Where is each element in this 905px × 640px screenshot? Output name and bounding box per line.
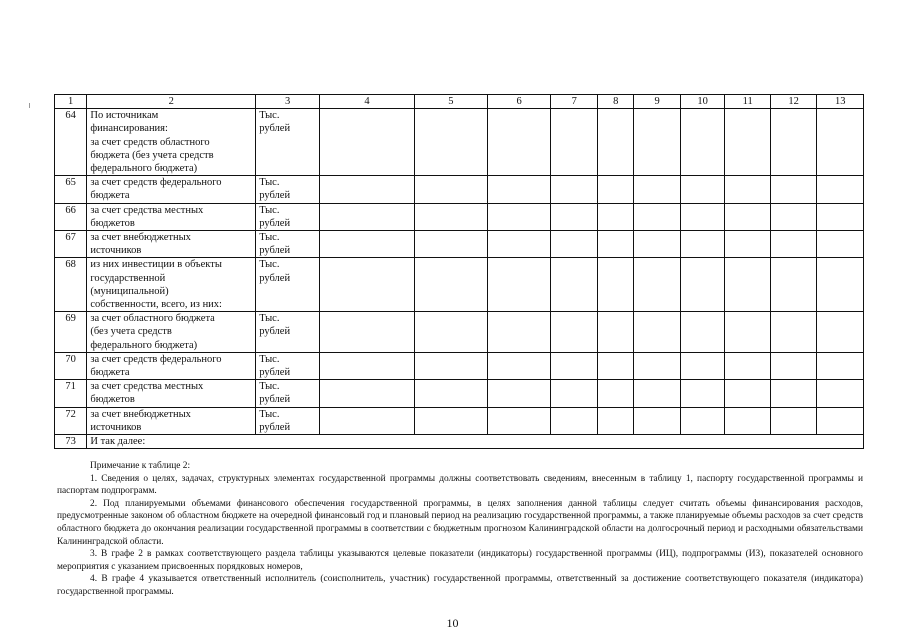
empty-cell [680,109,724,176]
empty-cell [725,380,771,407]
empty-cell [598,203,634,230]
empty-cell [487,231,551,258]
empty-cell [551,176,598,203]
empty-cell [725,312,771,353]
empty-cell [319,203,414,230]
empty-cell [414,407,487,434]
empty-cell [551,380,598,407]
empty-cell [725,352,771,379]
empty-cell [634,176,681,203]
table-notes [57,460,863,599]
empty-cell [770,407,817,434]
row-description [87,380,256,407]
row-description [87,176,256,203]
description-line: государственной [90,272,166,284]
table-row [55,312,864,353]
description-line: бюджетов [90,394,135,406]
empty-cell [598,176,634,203]
empty-cell [487,176,551,203]
empty-cell [598,258,634,312]
empty-cell [634,380,681,407]
row-number: 67 [55,231,87,258]
empty-cell [319,231,414,258]
margin-mark [29,103,30,108]
unit-line: Тыс. [259,204,280,216]
unit-line: Тыс. [259,110,280,122]
row-unit [256,176,320,203]
empty-cell [551,231,598,258]
empty-cell [319,176,414,203]
empty-cell [817,258,864,312]
empty-cell [319,407,414,434]
table-row [55,352,864,379]
row-number: 69 [55,312,87,353]
description-line: бюджета [90,367,130,379]
description-line: источников [90,245,142,257]
empty-cell [817,203,864,230]
column-header-2: 2 [87,95,256,109]
empty-cell [598,109,634,176]
column-header-8: 8 [598,95,634,109]
empty-cell [598,380,634,407]
empty-cell [319,258,414,312]
row-description [87,258,256,312]
row-unit [256,258,320,312]
row-description [87,312,256,353]
table-row [55,176,864,203]
empty-cell [487,380,551,407]
table-row [55,258,864,312]
empty-cell [551,312,598,353]
empty-cell [319,312,414,353]
description-line: за счет средств федерального [90,353,222,365]
unit-line: Тыс. [259,177,280,189]
empty-cell [770,231,817,258]
empty-cell [414,203,487,230]
empty-cell [770,352,817,379]
empty-cell [817,407,864,434]
row-description [87,352,256,379]
table-body [55,109,864,449]
note-item-2: 2. Под планируемыми объемами финансового обеспечения государственной программы, в целях заполнения данной таблицы следует считать объемы финансирования расходов, предусмотренные законом об областном бюджете на очередной финансовый год и плановый период на реализацию государственной программы, а также планируемые объемы расходов за счет средств областного бюджета до окончания реализации государственной программы в соответствии с бюджетным прогнозом Калининградской области на долгосрочный период и расходными обязательствами Калининградской области. [57,498,863,547]
unit-line: Тыс. [259,313,280,325]
note-item-4: 4. В графе 4 указывается ответственный исполнитель (соисполнитель, участник) государственной программы, ответственный за достижение соответствующего показателя (индикатора) государственной программы. [57,574,863,597]
empty-cell [634,231,681,258]
row-number: 71 [55,380,87,407]
empty-cell [725,231,771,258]
description-line: за счет средства местных [90,204,204,216]
empty-cell [725,258,771,312]
unit-line: рублей [259,326,291,338]
empty-cell [487,109,551,176]
empty-cell [551,352,598,379]
empty-cell [680,176,724,203]
empty-cell [770,380,817,407]
row-number: 72 [55,407,87,434]
empty-cell [680,352,724,379]
column-header-3: 3 [256,95,320,109]
unit-line: Тыс. [259,232,280,244]
description-line: бюджета (без учета средств [90,149,214,161]
table-row [55,109,864,176]
empty-cell [487,203,551,230]
empty-cell [414,352,487,379]
row-number: 73 [55,435,87,449]
row-number: 70 [55,352,87,379]
empty-cell [551,407,598,434]
row-description [87,231,256,258]
table-row-final [55,435,864,449]
table-row [55,231,864,258]
description-line: за счет областного бюджета [90,313,215,325]
empty-cell [770,203,817,230]
unit-line: рублей [259,217,291,229]
notes-title: Примечание к таблице 2: [90,461,191,471]
continuation-text: И так далее: [87,435,864,449]
empty-cell [598,312,634,353]
empty-cell [551,203,598,230]
unit-line: рублей [259,190,291,202]
unit-line: рублей [259,394,291,406]
empty-cell [414,231,487,258]
unit-line: рублей [259,421,291,433]
column-header-6: 6 [487,95,551,109]
empty-cell [634,109,681,176]
empty-cell [414,109,487,176]
note-item-1: 1. Сведения о целях, задачах, структурных элементах государственной программы должны соответствовать сведениям, внесенным в таблицу 1, паспорту государственной программы и паспортам подпрограмм. [57,473,863,497]
empty-cell [319,380,414,407]
empty-cell [634,407,681,434]
column-header-9: 9 [634,95,681,109]
empty-cell [487,312,551,353]
empty-cell [634,312,681,353]
row-unit [256,109,320,176]
table-row [55,380,864,407]
empty-cell [598,407,634,434]
description-line: По источникам [90,110,159,122]
description-line: финансирования: [90,123,168,135]
table-row [55,203,864,230]
row-unit [256,203,320,230]
description-line: источников [90,421,142,433]
row-unit [256,312,320,353]
empty-cell [551,109,598,176]
unit-line: рублей [259,367,291,379]
empty-cell [770,176,817,203]
row-description [87,203,256,230]
empty-cell [487,352,551,379]
description-line: (муниципальной) [90,285,169,297]
empty-cell [634,352,681,379]
empty-cell [487,407,551,434]
unit-line: рублей [259,272,291,284]
empty-cell [414,312,487,353]
empty-cell [634,203,681,230]
empty-cell [551,258,598,312]
empty-cell [414,176,487,203]
description-line: за счет внебюджетных [90,232,191,244]
table-header-row [55,95,864,109]
description-line: за счет средств областного [90,136,210,148]
column-header-1: 1 [55,95,87,109]
description-line: бюджета [90,190,130,202]
description-line: из них инвестиции в объекты [90,259,222,271]
empty-cell [414,380,487,407]
unit-line: рублей [259,123,291,135]
description-line: федерального бюджета) [90,163,198,175]
column-header-5: 5 [414,95,487,109]
unit-line: рублей [259,245,291,257]
empty-cell [598,352,634,379]
empty-cell [680,380,724,407]
empty-cell [817,380,864,407]
column-header-12: 12 [770,95,817,109]
empty-cell [770,109,817,176]
column-header-7: 7 [551,95,598,109]
empty-cell [817,352,864,379]
description-line: федерального бюджета) [90,339,198,351]
row-description [87,407,256,434]
description-line: за счет средств федерального [90,177,222,189]
description-line: за счет внебюджетных [90,408,191,420]
description-line: за счет средства местных [90,381,204,393]
row-number: 68 [55,258,87,312]
column-header-11: 11 [725,95,771,109]
empty-cell [598,231,634,258]
empty-cell [725,407,771,434]
description-line: бюджетов [90,217,135,229]
empty-cell [680,231,724,258]
empty-cell [817,312,864,353]
column-header-10: 10 [680,95,724,109]
table-row [55,407,864,434]
empty-cell [725,176,771,203]
empty-cell [817,109,864,176]
unit-line: Тыс. [259,408,280,420]
description-line: собственности, всего, из них: [90,299,222,311]
empty-cell [634,258,681,312]
empty-cell [725,203,771,230]
empty-cell [817,176,864,203]
empty-cell [319,352,414,379]
row-unit [256,352,320,379]
note-item-3: 3. В графе 2 в рамках соответствующего раздела таблицы указываются целевые показатели (индикаторы) государственной программы (ИЦ), подпрограммы (ИЗ), показателей основного мероприятия с указанием присвоенных порядковых номеров, [57,549,863,572]
indicator-table [54,94,864,449]
empty-cell [487,258,551,312]
empty-cell [680,258,724,312]
row-number: 64 [55,109,87,176]
column-header-4: 4 [319,95,414,109]
empty-cell [770,258,817,312]
row-unit [256,231,320,258]
row-number: 66 [55,203,87,230]
row-description [87,109,256,176]
empty-cell [770,312,817,353]
empty-cell [680,203,724,230]
unit-line: Тыс. [259,381,280,393]
empty-cell [680,407,724,434]
empty-cell [414,258,487,312]
unit-line: Тыс. [259,353,280,365]
empty-cell [817,231,864,258]
description-line: (без учета средств [90,326,172,338]
row-unit [256,380,320,407]
row-unit [256,407,320,434]
empty-cell [319,109,414,176]
column-header-13: 13 [817,95,864,109]
page-number: 10 [446,616,459,630]
row-number: 65 [55,176,87,203]
empty-cell [680,312,724,353]
unit-line: Тыс. [259,259,280,271]
empty-cell [725,109,771,176]
